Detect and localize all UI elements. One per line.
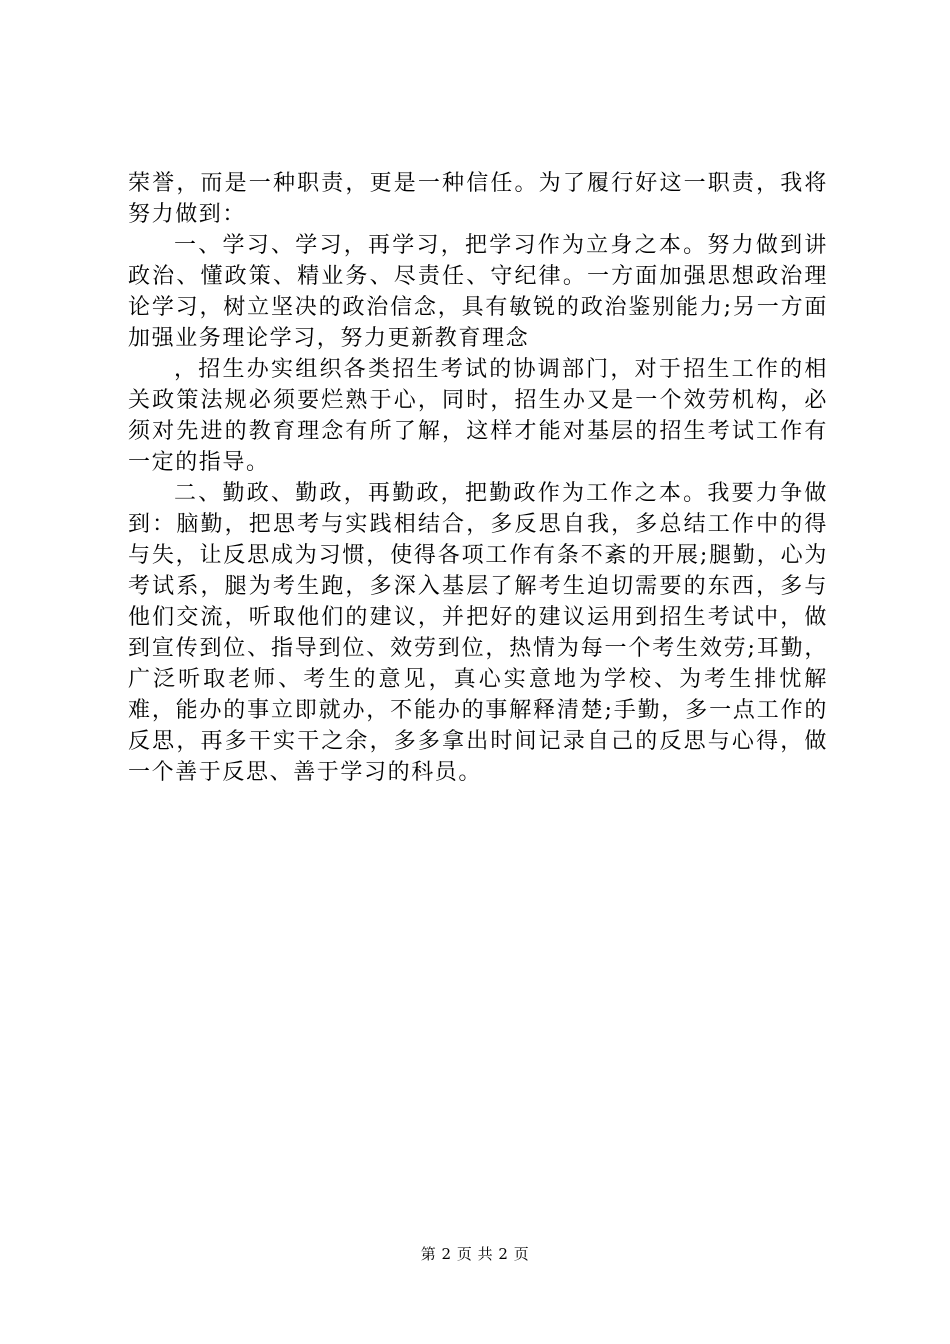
page-footer: 第 2 页 共 2 页 — [420, 1245, 530, 1263]
paragraph-diligence: 二、勤政、勤政，再勤政，把勤政作为工作之本。我要力争做到：脑勤，把思考与实践相结合，多反思自我，多总结工作中的得与失，让反思成为习惯，使得各项工作有条不紊的开展;腿勤，心为考试系，腿为考生跑，多深入基层了解考生迫切需要的东西，多与他们交流，听取他们的建议，并把好的建议运用到招生考试中，做到宣传到位、指导到位、效劳到位，热情为每一个考生效劳;耳勤，广泛听取老师、考生的意见，真心实意地为学校、为考生排忧解难，能办的事立即就办，不能办的事解释清楚;手勤，多一点工作的反思，再多干实干之余，多多拿出时间记录自己的反思与心得，做一个善于反思、善于学习的科员。 — [128, 481, 828, 785]
paragraph-study: 一、学习、学习，再学习，把学习作为立身之本。努力做到讲政治、懂政策、精业务、尽责任、守纪律。一方面加强思想政治理论学习，树立坚决的政治信念，具有敏锐的政治鉴别能力;另一方面加强业务理论学习，努力更新教育理念 — [128, 233, 828, 351]
paragraph-admissions-office: ，招生办实组织各类招生考试的协调部门，对于招生工作的相关政策法规必须要烂熟于心，同时，招生办又是一个效劳机构，必须对先进的教育理念有所了解，这样才能对基层的招生考试工作有一定的指导。 — [128, 357, 828, 475]
paragraph-continuation: 荣誉，而是一种职责，更是一种信任。为了履行好这一职责，我将努力做到： — [128, 171, 828, 227]
document-body — [128, 168, 828, 788]
